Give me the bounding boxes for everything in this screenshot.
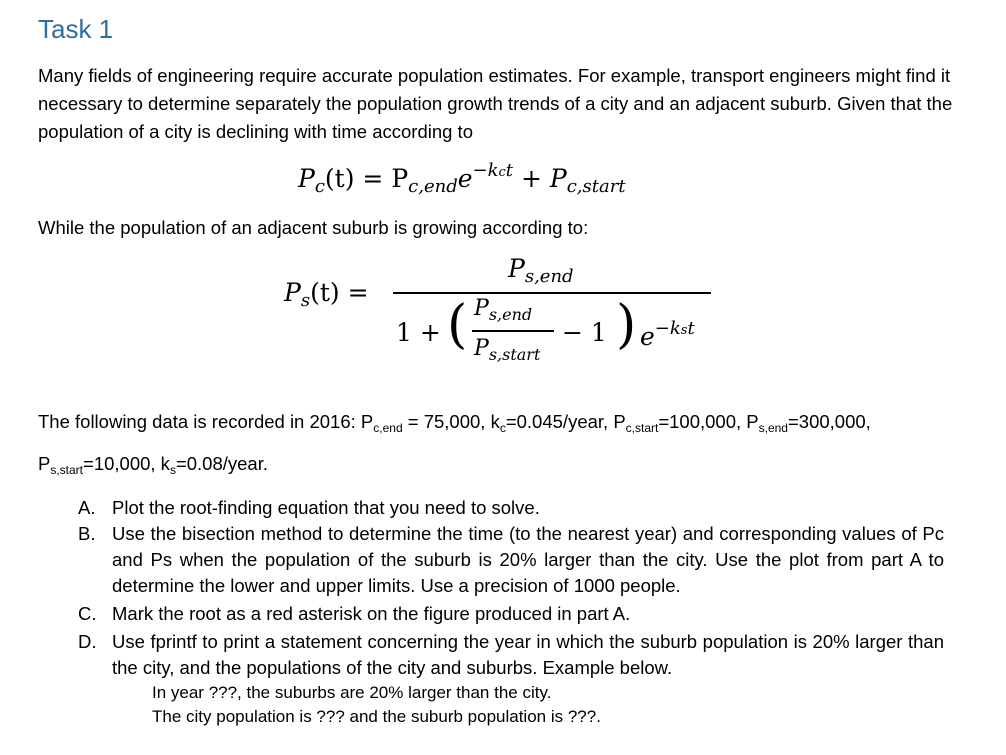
eq2-minus-one: − 1 [562, 318, 607, 347]
task-text-b: Use the bisection method to determine the time (to the nearest year) and corresponding values of Pc and Ps when the population of the suburb is 20% larger than the city. Use the plot from part A to determine the lower and upper limits. Use a precision of 1000 people. [112, 523, 944, 596]
data1-sub-3: c,start [625, 421, 659, 435]
data2-text-1: P [38, 453, 51, 474]
eq2-lhs-arg: (t) = [310, 278, 369, 307]
eq1-term2-sub: c,start [566, 176, 626, 197]
task-marker-d: D. [78, 631, 97, 652]
eq1-exp-sub: c [498, 165, 506, 180]
eq2-lhs-sub: s [300, 290, 311, 311]
task-marker-c: C. [78, 603, 97, 624]
eq2-exp: −k [654, 318, 681, 339]
eq2-e: e [640, 322, 655, 351]
eq1-lhs-sub: c [314, 176, 325, 197]
eq1-plus: + P [520, 164, 567, 193]
data1-sub-4: s,end [758, 421, 788, 435]
data1-sub-1: c,end [373, 421, 403, 435]
eq2-lhs-group [284, 278, 369, 311]
data-line-1 [38, 408, 968, 442]
eq1-e: e [457, 164, 473, 193]
data1-text-2: = 75,000, k [402, 411, 500, 432]
eq2-lhs: P [284, 278, 301, 307]
task-marker-a: A. [78, 497, 96, 518]
example-line-2: The city population is ??? and the suburb population is ???. [152, 707, 601, 726]
eq1-term1-sub: c,end [408, 176, 458, 197]
data1-text-5: =300,000, [787, 411, 871, 432]
data1-text-3: =0.045/year, P [505, 411, 626, 432]
eq2-num: P [508, 254, 525, 283]
task-text-a: Plot the root-finding equation that you need to solve. [112, 497, 540, 518]
task-text-c: Mark the root as a red asterisk on the figure produced in part A. [112, 603, 631, 624]
eq2-main-fraction-line [393, 292, 711, 294]
data1-text-1: The following data is recorded in 2016: P [38, 411, 374, 432]
eq1-lhs-arg: (t) = P [324, 164, 409, 193]
task-title: Task 1 [38, 14, 114, 44]
eq2-numerator [508, 254, 574, 287]
data1-sub-2: c [499, 421, 506, 435]
example-line-1: In year ???, the suburbs are 20% larger than the city. [152, 683, 552, 702]
data-line-2 [38, 450, 968, 484]
eq2-inner-num: P [474, 296, 489, 321]
eq2-exp-t: t [687, 318, 695, 339]
task-text-d: Use fprintf to print a statement concerning the year in which the suburb population is 20% larger than the city, and the populations of the city and suburbs. Example below. [112, 631, 944, 678]
task-item-c [78, 601, 958, 627]
eq2-right-paren: ) [616, 295, 637, 355]
city-population-equation [298, 160, 626, 197]
task-item-a [78, 495, 958, 521]
data2-sub-1: s,start [50, 463, 84, 477]
task-marker-b: B. [78, 523, 96, 544]
eq2-inner-den: P [474, 336, 489, 361]
data2-text-2: =10,000, k [83, 453, 170, 474]
intro-paragraph: Many fields of engineering require accurate population estimates. For example, transport engineers might find it necessary to determine separately the population growth trends of a city and an adjacent suburb. Given that the population of a city is declining with time according to [38, 65, 953, 142]
eq2-left-paren: ( [447, 295, 468, 355]
eq2-exponential [640, 318, 695, 351]
data2-sub-2: s [169, 463, 176, 477]
eq1-lhs: P [298, 164, 315, 193]
eq2-inner-fraction-line [472, 330, 554, 332]
eq2-inner-den-sub: s,start [488, 345, 541, 364]
suburb-intro: While the population of an adjacent suburb is growing according to: [38, 217, 589, 238]
eq2-inner-numerator [474, 296, 532, 324]
eq2-inner-num-sub: s,end [488, 305, 533, 324]
eq1-exp-t: t [505, 160, 514, 181]
eq2-exp-sub: s [680, 323, 688, 338]
eq1-exp: −k [472, 160, 499, 181]
data1-text-4: =100,000, P [658, 411, 759, 432]
eq2-inner-denominator [474, 336, 540, 364]
task-item-d [78, 629, 958, 681]
task-item-b [78, 521, 958, 599]
eq2-one-plus: 1 + [396, 318, 441, 347]
eq2-num-sub: s,end [524, 266, 574, 287]
data2-text-3: =0.08/year. [175, 453, 268, 474]
